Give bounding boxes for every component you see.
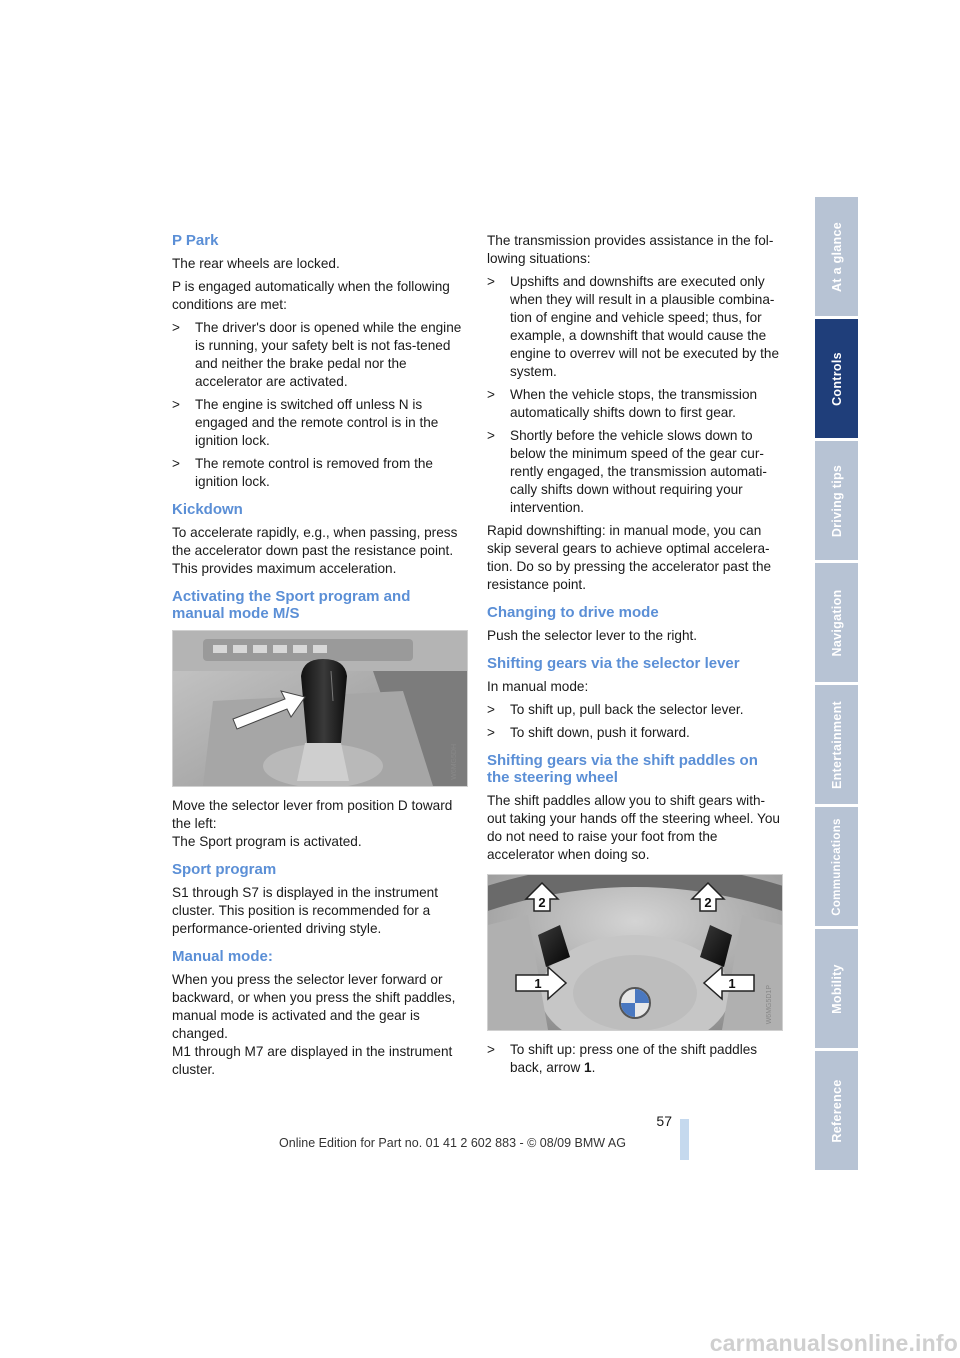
selector-lever-paragraph: In manual mode: bbox=[487, 679, 589, 694]
park-paragraph-2: P is engaged automatically when the following conditions are met: bbox=[172, 279, 450, 312]
tab-label: Controls bbox=[829, 351, 844, 406]
drive-mode-paragraph: Push the selector lever to the right. bbox=[487, 628, 698, 643]
selector-lever-figure bbox=[172, 630, 468, 787]
upshift-end: . bbox=[591, 1060, 596, 1075]
sport-program-heading: Sport program bbox=[172, 861, 277, 878]
tab-label: Entertainment bbox=[829, 700, 844, 789]
tab-label: Driving tips bbox=[829, 464, 844, 537]
selector-lever-list bbox=[487, 701, 782, 742]
tab-entertainment[interactable] bbox=[815, 685, 858, 804]
arrow-label-down-left: 1 bbox=[534, 976, 542, 991]
chapter-tabs bbox=[815, 197, 858, 1173]
tab-driving-tips[interactable] bbox=[815, 441, 858, 560]
drive-mode-heading: Changing to drive mode bbox=[487, 604, 659, 621]
list-item: > To shift up, pull back the selector lever. bbox=[487, 701, 782, 719]
shift-paddles-heading: Shifting gears via the shift paddles on the steering wheel bbox=[487, 752, 758, 786]
list-item: > The remote control is removed from the ignition lock. bbox=[172, 455, 467, 491]
selector-lever-illustration bbox=[173, 631, 467, 786]
tab-controls[interactable] bbox=[815, 319, 858, 438]
tab-mobility[interactable] bbox=[815, 929, 858, 1048]
upshift-list bbox=[487, 1041, 782, 1077]
figure-code: W6MG5D1P bbox=[766, 984, 773, 1024]
list-item: > The driver's door is opened while the engine is running, your safety belt is not fas-tened and neither the brake pedal nor the accelerator are activated. bbox=[172, 319, 467, 391]
upshift-text: To shift up: press one of the shift paddles back, arrow bbox=[510, 1042, 758, 1075]
tab-label: Mobility bbox=[829, 963, 844, 1014]
move-paragraph-2: The Sport program is activated. bbox=[172, 834, 362, 849]
list-item: > Upshifts and downshifts are executed only when they will result in a plausible combina-tion of engine and vehicle speed; thus, for example, a downshift that would cause the engine to overrev will not be executed by the system. bbox=[487, 273, 782, 381]
park-paragraph-1: The rear wheels are locked. bbox=[172, 256, 340, 271]
tab-label: Communications bbox=[830, 817, 843, 916]
watermark: carmanualsonline.info bbox=[709, 1330, 958, 1356]
tab-at-a-glance[interactable] bbox=[815, 197, 858, 316]
shift-paddles-paragraph: The shift paddles allow you to shift gears with-out taking your hands off the steering wheel. You do not need to raise your foot from the accelerator when doing so. bbox=[487, 793, 780, 862]
park-heading: P Park bbox=[172, 232, 219, 249]
arrow-label-down-right: 1 bbox=[728, 976, 736, 991]
list-item bbox=[487, 1041, 782, 1077]
manual-mode-paragraph-1: When you press the selector lever forward or backward, or when you press the shift paddles, manual mode is activated and the gear is changed. bbox=[172, 972, 456, 1041]
assist-list bbox=[487, 273, 782, 517]
manual-mode-paragraph-2: M1 through M7 are displayed in the instrument cluster. bbox=[172, 1044, 453, 1077]
list-item: > To shift down, push it forward. bbox=[487, 724, 782, 742]
figure-code: W6MG5DH bbox=[451, 744, 458, 780]
sport-program-paragraph: S1 through S7 is displayed in the instrument cluster. This position is recommended for a performance-oriented driving style. bbox=[172, 885, 438, 936]
arrow-label-up-left: 2 bbox=[538, 895, 546, 910]
kickdown-heading: Kickdown bbox=[172, 501, 243, 518]
rapid-downshift-paragraph: Rapid downshifting: in manual mode, you can skip several gears to achieve optimal accelera-tion. Do so by pressing the accelerator past the resistance point. bbox=[487, 523, 772, 592]
right-column bbox=[487, 226, 782, 1082]
assist-paragraph: The transmission provides assistance in the fol-lowing situations: bbox=[487, 233, 774, 266]
page-number: 57 bbox=[656, 1113, 672, 1129]
steering-wheel-figure bbox=[487, 874, 783, 1031]
footer-edition: Online Edition for Part no. 01 41 2 602 883 - © 08/09 BMW AG bbox=[279, 1136, 626, 1150]
arrow-label-up-right: 2 bbox=[704, 895, 712, 910]
tab-navigation[interactable] bbox=[815, 563, 858, 682]
tab-label: Navigation bbox=[829, 589, 844, 656]
tab-communications[interactable] bbox=[815, 807, 858, 926]
selector-lever-heading: Shifting gears via the selector lever bbox=[487, 655, 740, 672]
park-conditions-list bbox=[172, 319, 467, 491]
list-item: > Shortly before the vehicle slows down to below the minimum speed of the gear cur-rently engaged, the transmission automati-cally shifts down without requiring your intervention. bbox=[487, 427, 782, 517]
steering-wheel-illustration bbox=[488, 875, 782, 1030]
list-item: > When the vehicle stops, the transmission automatically shifts down to first gear. bbox=[487, 386, 782, 422]
tab-label: At a glance bbox=[829, 221, 844, 292]
tab-label: Reference bbox=[829, 1078, 844, 1143]
sport-manual-heading: Activating the Sport program and manual mode M/S bbox=[172, 588, 411, 622]
kickdown-paragraph: To accelerate rapidly, e.g., when passing, press the accelerator down past the resistance point. This provides maximum acceleration. bbox=[172, 525, 458, 576]
tab-reference[interactable] bbox=[815, 1051, 858, 1170]
arrow-number: 1 bbox=[584, 1060, 592, 1075]
list-item: > The engine is switched off unless N is engaged and the remote control is in the ignition lock. bbox=[172, 396, 467, 450]
left-column bbox=[172, 226, 467, 1084]
manual-mode-heading: Manual mode: bbox=[172, 948, 273, 965]
move-paragraph-1: Move the selector lever from position D toward the left: bbox=[172, 798, 453, 831]
